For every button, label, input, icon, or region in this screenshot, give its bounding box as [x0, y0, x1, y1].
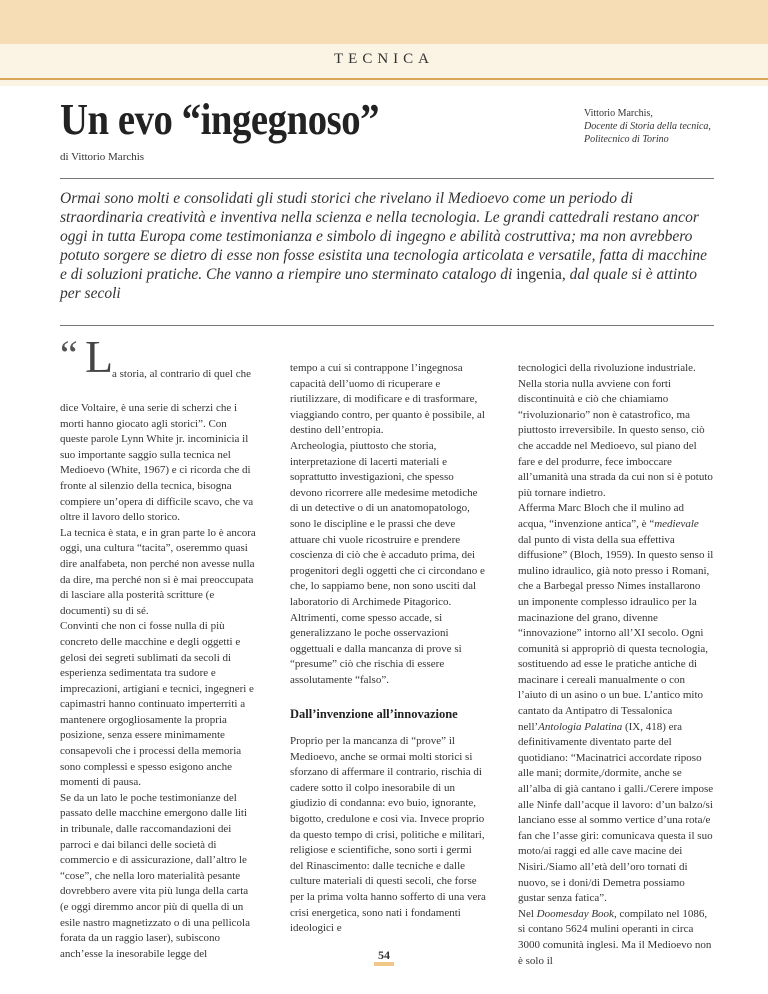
- col1-paragraph: Se da un lato le poche testimonianze del passato delle macchine emergono dalle liti in tribunale, dalle raccomandazioni dei parroci e dai bilanci delle società di commercio e di assicurazione, dall’altro le “cose”, che nella loro materialità pesante dovrebbero avere vita più lunga della carta (e oggi diremmo ancor più di quella di un esile nastro magnetizzato o di una pellicola forata da un raggio laser), subiscono anch’esse la inesorabile legge del: [60, 791, 250, 960]
- abstract-top-rule: [60, 178, 714, 179]
- dropcap-letter: L: [85, 331, 114, 382]
- col3-text: (IX, 418) era definitivamente diventato parte del quotidiano: “Macinatrici accordate riposo alle mani; dormite,/dormite, anche se all’alba di già cantano i galli./Cerere impose alle Ninfe dall’acque il lavoro: d’un balzo/si lanciano esse al sommo vertice d’una rota/e fan che l’asse giri: comunicava questa il suo moto/ai raggi ed alle cave macine dei Nisìri./Siamo all’età dell’oro tornati di nuovo, se i doni/di Demetra possiamo gustar senza fatica”.: [518, 720, 714, 905]
- col1-paragraph: La tecnica è stata, e in gran parte lo è ancora oggi, una cultura “tacita”, oseremmo quasi dire analfabeta, non perché non avesse nulla da dire, ma perché non si è mai preoccupata di lasciare alla posterità scritture (e documenti) su di sé.: [60, 526, 256, 617]
- col1-paragraph: dice Voltaire, è una serie di scherzi che i morti hanno giocato agli storici”. Con queste parole Lynn White jr. incominicia il suo importante saggio sulla tecnica nel Medioevo (White, 1967) e ci ricorda che di fronte al silenzio della tecnica, bisogna compiere un’opera di difficile scavo, che va oltre il lavoro dello storico.: [60, 402, 254, 524]
- abstract-bottom-rule: [60, 325, 714, 326]
- section-rule: [0, 78, 768, 80]
- byline: di Vittorio Marchis: [60, 151, 145, 163]
- section-label: TECNICA: [334, 51, 434, 67]
- abstract-term: ingenia: [516, 266, 562, 283]
- col2-paragraph: Archeologia, piuttosto che storia, interpretazione di lacerti materiali e soprattutto investigazioni, che spesso devono ricorrere alle medesime metodiche di un detective o di un anatomopatologo, sono le discipline e le prassi che deve attuare chi vuole ricostruire e prendere coscienza di ciò che è accaduto prima, dei progenitori degli oggetti che ci circondano e che, lo sappiamo bene, non sono usciti dal laboratorio di Archimede Pitagorico. Altrimenti, come spesso accade, si generalizzano le poche osservazioni oggettuali e dalla mancanza di prove si “presume” ciò che rischia di essere assolutamente “falso”.: [290, 439, 485, 686]
- col3-text: dal punto di vista della sua effettiva diffusione” (Bloch, 1959). In questo senso il mulino idraulico, già noto presso i Romani, che a Barbegal presso Nimes installarono un imponente complesso idraulico per la macinazione del grano, divenne “innovazione” intorno all’XI secolo. Ogni comunità si appropriò di questa tecnologia, sostituendo ad esse le pratiche antiche di macinare i cereali manualmente o con l’aiuto di un asino o un bue. L’antico mito cantato da Antipatro di Tessalonica nell’: [518, 533, 714, 733]
- author-role-2: Politecnico di Torino: [584, 134, 669, 145]
- col1-paragraph: Convinti che non ci fosse nulla di più concreto delle macchine e degli oggetti e gelosi dei segreti sublimati da secoli di esperienza sedimentata tra sudore e imprecazioni, artigiani e tecnici, ingegneri e capimastri hanno continuato imperterriti a mantenere orgogliosamente la propria posizione, senza essere minimamente consapevoli che i processi della memoria sono complessi e spesso esigono anche momenti di pausa.: [60, 620, 254, 789]
- abstract-text-1: Ormai sono molti e consolidati gli studi storici che rivelano il Medioevo come un periodo di straordinaria creatività e inventiva nella scienza e nella tecnologia. Le grandi cattedrali restano ancor oggi in tutta Europa come testimonianza e simbolo di ingegno e abilità costruttiva; ma non avrebbero potuto sorgere se dietro di esse non fosse esistita una tecnologia articolata e versatile, fatta di macchine e di soluzioni pratiche. Che vanno a riempire uno sterminato catalogo di: [60, 190, 708, 283]
- subheading: Dall’invenzione all’innovazione: [290, 707, 458, 722]
- col3-emphasis: Doomesday Book: [536, 907, 614, 920]
- dropcap-quote: “: [60, 332, 78, 377]
- author-name: Vittorio Marchis,: [584, 108, 653, 119]
- col3-emphasis: medievale: [654, 517, 699, 530]
- author-box: [584, 107, 714, 146]
- col3-emphasis: Antologia Palatina: [538, 720, 623, 733]
- page-number-bar: [374, 962, 394, 966]
- col3-text: Nel: [518, 907, 537, 920]
- article-title: Un evo “ingegnoso”: [60, 95, 380, 144]
- author-role-1: Docente di Storia della tecnica,: [584, 121, 711, 132]
- page-number: 54: [378, 948, 390, 962]
- col3-text: , compilato nel 1086, si contano 5624 mulini operanti in circa 3000 comunità inglesi. Ma il Medioevo non è solo il: [518, 907, 712, 967]
- col2-paragraph: tempo a cui si contrappone l’ingegnosa capacità dell’uomo di ricuperare e riutilizzare, di modificare e di trasformare, viaggiando contro, per quanto è possibile, al destino dell’entropia.: [290, 362, 485, 437]
- abstract: [60, 189, 710, 303]
- col3-paragraph: [518, 501, 714, 906]
- column-2: [290, 361, 486, 937]
- header-band: [0, 0, 768, 44]
- col2-paragraph: Proprio per la mancanza di “prove” il Medioevo, anche se ormai molti storici si sforzano di affermare il contrario, rischia di cadere sotto il colpo inesorabile di un giudizio di condanna: evo buio, ignorante, bigotto, credulone e così via. Invece proprio da questo tempo di crisi, politiche e militari, religiose e scientifiche, sono sorti i germi del Rinascimento: dalle tecniche e dalle culture materiali di questi secoli, che forse per la prima volta hanno sofferto di una vera crisi energetica, sono nati i fondamenti ideologici e: [290, 735, 486, 935]
- col3-paragraph: tecnologici della rivoluzione industriale. Nella storia nulla avviene con forti discontinuità e ciò che chiamiamo “rivoluzionario” non è catastrofico, ma piuttosto irreversibile. In questo senso, ciò che accadde nel Medioevo, sul piano del fare e del produrre, fece imboccare all’umanità una strada da cui non si è potuto più tornare indietro.: [518, 362, 713, 499]
- dropcap-first-text: a storia, al contrario di quel che: [112, 368, 251, 380]
- abstract-text-2: , dal quale si è attinto per secoli: [60, 266, 698, 302]
- column-1: [60, 331, 256, 962]
- dropcap-line: [60, 331, 256, 401]
- col3-text: Afferma Marc Bloch che il mulino ad acqua, “invenzione antica”, è “: [518, 502, 684, 530]
- column-3: [518, 361, 714, 969]
